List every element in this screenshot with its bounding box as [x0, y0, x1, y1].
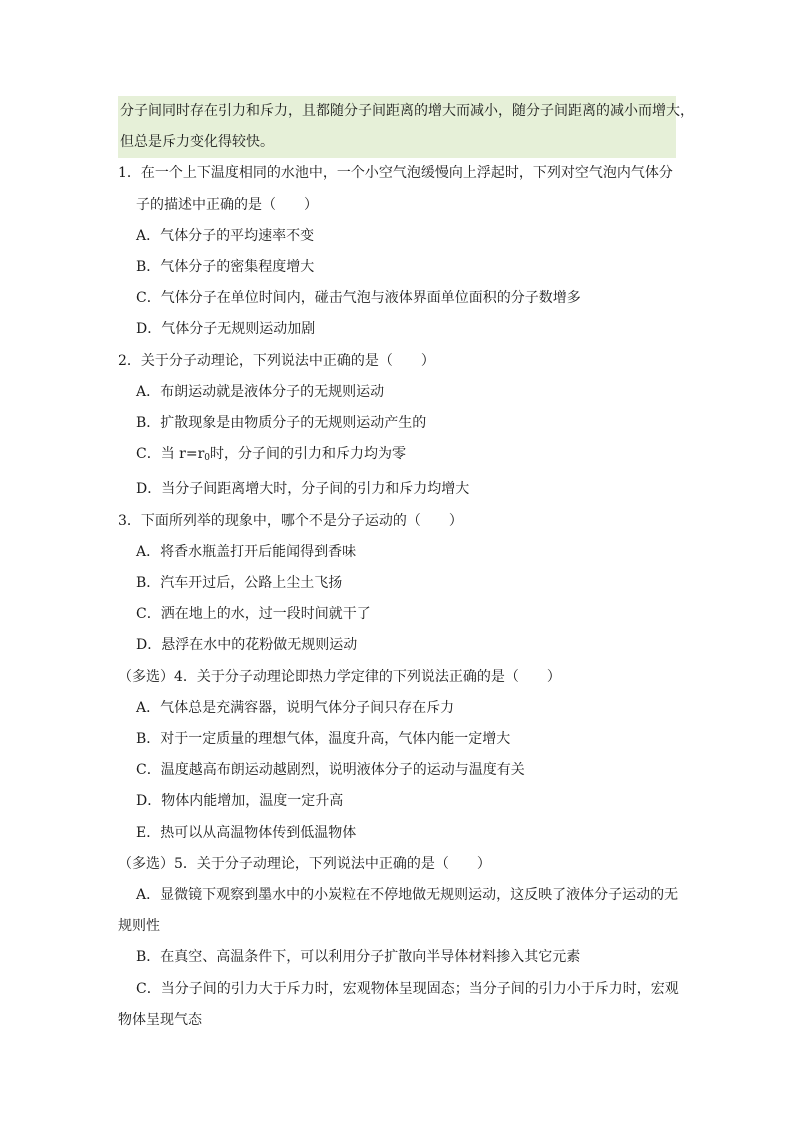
question-4-option-e: E．热可以从高温物体传到低温物体	[136, 824, 357, 841]
question-1-option-a: A．气体分子的平均速率不变	[136, 227, 315, 244]
question-5-option-c-cont: 物体呈现气态	[118, 1011, 202, 1028]
option-c-text-post: 时，分子间的引力和斥力均为零	[210, 446, 407, 463]
question-3	[118, 506, 676, 662]
question-1-stem-cont: 子的描述中正确的是（ ）	[136, 196, 318, 213]
question-2-option-d: D．当分子间距离增大时，分子间的引力和斥力均增大	[136, 481, 470, 498]
question-1-stem: 1．在一个上下温度相同的水池中，一个小空气泡缓慢向上浮起时，下列对空气泡内气体分	[118, 165, 673, 182]
question-5-option-a: A．显微镜下观察到墨水中的小炭粒在不停地做无规则运动，这反映了液体分子运动的无	[136, 887, 679, 904]
question-5-stem: （多选）5．关于分子动理论，下列说法中正确的是（ ）	[118, 855, 491, 872]
question-3-option-c: C．洒在地上的水，过一段时间就干了	[136, 606, 371, 623]
question-2-stem: 2．关于分子动理论，下列说法中正确的是（ ）	[118, 352, 435, 369]
question-3-option-d: D．悬浮在水中的花粉做无规则运动	[136, 637, 358, 654]
question-5-option-b: B．在真空、高温条件下，可以利用分子扩散向半导体材料掺入其它元素	[136, 949, 581, 966]
question-2	[118, 346, 676, 506]
question-3-stem: 3．下面所列举的现象中，哪个不是分子运动的（ ）	[118, 512, 463, 529]
question-4-option-b: B．对于一定质量的理想气体，温度升高，气体内能一定增大	[136, 731, 511, 748]
question-4-stem: （多选）4．关于分子动理论即热力学定律的下列说法正确的是（ ）	[118, 668, 561, 685]
question-1-option-d: D．气体分子无规则运动加剧	[136, 321, 316, 338]
intro-line-2: 但总是斥力变化得较快。	[120, 134, 274, 151]
question-5-option-a-cont: 规则性	[118, 918, 160, 935]
question-4-option-d: D．物体内能增加，温度一定升高	[136, 793, 344, 810]
question-2-option-c	[118, 439, 676, 474]
question-3-option-a: A．将香水瓶盖打开后能闻得到香味	[136, 543, 357, 560]
question-4-option-a: A．气体总是充满容器，说明气体分子间只存在斥力	[136, 699, 455, 716]
question-1-option-c: C．气体分子在单位时间内，碰击气泡与液体界面单位面积的分子数增多	[136, 290, 581, 307]
question-1	[118, 158, 676, 345]
question-5	[118, 849, 679, 1036]
question-2-option-a: A．布朗运动就是液体分子的无规则运动	[136, 383, 385, 400]
document-page	[118, 96, 694, 1036]
question-2-option-b: B．扩散现象是由物质分子的无规则运动产生的	[136, 415, 427, 432]
question-3-option-b: B．汽车开过后，公路上尘土飞扬	[136, 575, 343, 592]
question-1-option-b: B．气体分子的密集程度增大	[136, 259, 315, 276]
subscript-zero: 0	[204, 453, 211, 464]
intro-line-1: 分子间同时存在引力和斥力，且都随分子间距离的增大而减小，随分子间距离的减小而增大，	[120, 103, 694, 119]
question-4	[118, 662, 676, 849]
question-5-option-c: C．当分子间的引力大于斥力时，宏观物体呈现固态；当分子间的引力小于斥力时，宏观	[136, 980, 679, 997]
question-4-option-c: C．温度越高布朗运动越剧烈，说明液体分子的运动与温度有关	[136, 762, 525, 779]
highlighted-intro	[118, 96, 694, 158]
option-c-text-pre: C．当 r=r	[136, 446, 205, 463]
